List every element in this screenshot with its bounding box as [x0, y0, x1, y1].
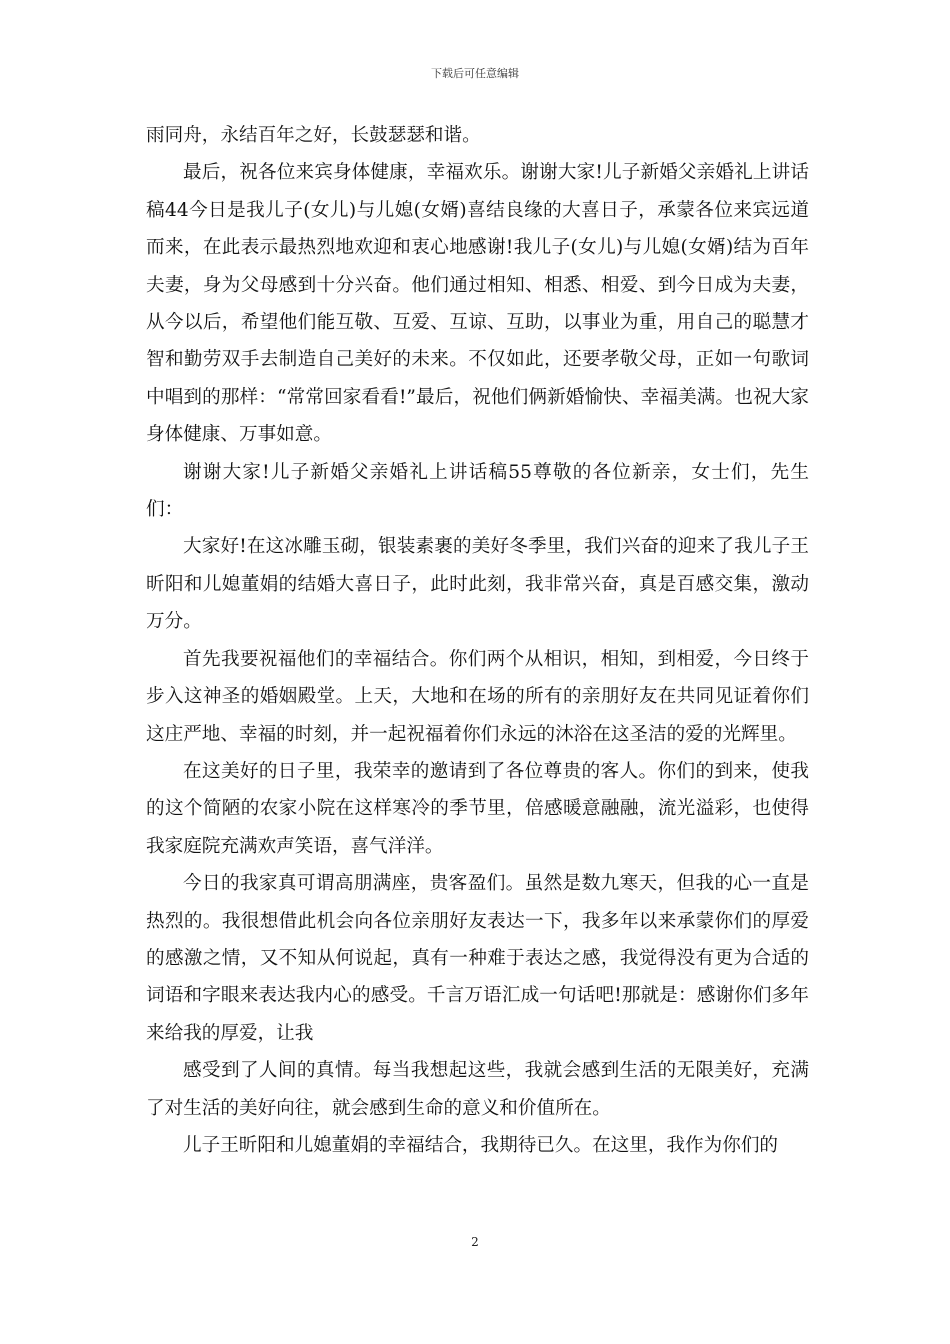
- paragraph-4: 大家好!在这冰雕玉砌，银装素裹的美好冬季里，我们兴奋的迎来了我儿子王昕阳和儿媳董娟的结婚大喜日子，此时此刻，我非常兴奋，真是百感交集，激动万分。: [146, 536, 809, 633]
- paragraph-7: 今日的我家真可谓高朋满座，贵客盈们。虽然是数九寒天，但我的心一直是热烈的。我很想借此机会向各位亲朋好友表达一下，我多年以来承蒙你们的厚爱的感激之情，又不知从何说起，真有一种难于表达之感，我觉得没有更为合适的词语和字眼来表达我内心的感受。千言万语汇成一句话吧!那就是：感谢你们多年来给我的厚爱，让我: [146, 873, 809, 1044]
- page-number: 2: [471, 1235, 479, 1249]
- paragraph-9: 儿子王昕阳和儿媳董娟的幸福结合，我期待已久。在这里，我作为你们的: [183, 1134, 779, 1156]
- paragraph-3: 谢谢大家!儿子新婚父亲婚礼上讲话稿55尊敬的各位新亲，女士们，先生们：: [146, 461, 809, 521]
- paragraph-8: 感受到了人间的真情。每当我想起这些，我就会感到生活的无限美好，充满了对生活的美好向往，就会感到生命的意义和价值所在。: [146, 1060, 809, 1119]
- paragraph-6: 在这美好的日子里，我荣幸的邀请到了各位尊贵的客人。你们的到来，使我的这个简陋的农家小院在这样寒冷的季节里，倍感暖意融融，流光溢彩，也使得我家庭院充满欢声笑语，喜气洋洋。: [146, 760, 809, 857]
- paragraph-1: 雨同舟，永结百年之好，长鼓瑟瑟和谐。: [146, 125, 481, 146]
- page-header: 下载后可任意编辑: [431, 67, 519, 80]
- paragraph-5: 首先我要祝福他们的幸福结合。你们两个从相识，相知，到相爱，今日终于步入这神圣的婚姻殿堂。上天，大地和在场的所有的亲朋好友在共同见证着你们这庄严地、幸福的时刻，并一起祝福着你们永远的沐浴在这圣洁的爱的光辉里。: [146, 648, 809, 745]
- paragraph-2: 最后，祝各位来宾身体健康，幸福欢乐。谢谢大家!儿子新婚父亲婚礼上讲话稿44今日是我儿子(女儿)与儿媳(女婿)喜结良缘的大喜日子，承蒙各位来宾远道而来，在此表示最热烈地欢迎和衷心地感谢!我儿子(女儿)与儿媳(女婿)结为百年夫妻，身为父母感到十分兴奋。他们通过相知、相悉、相爱、到今日成为夫妻，从今以后，希望他们能互敬、互爱、互谅、互助，以事业为重，用自己的聪慧才智和勤劳双手去制造自己美好的未来。不仅如此，还要孝敬父母，正如一句歌词中唱到的那样：“常常回家看看!”最后，祝他们俩新婚愉快、幸福美满。也祝大家身体健康、万事如意。: [146, 162, 809, 446]
- document-body: [146, 117, 809, 1164]
